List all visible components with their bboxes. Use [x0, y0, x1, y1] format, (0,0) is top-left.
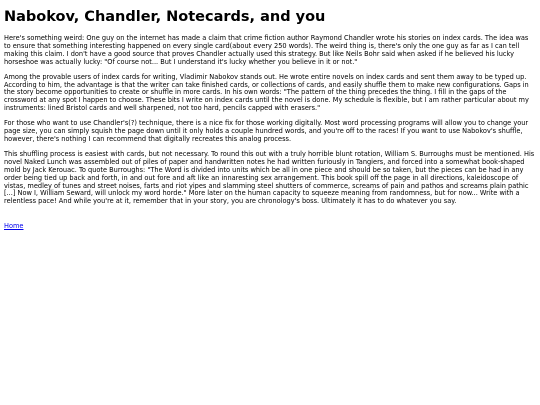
paragraph-burroughs: This shuffling process is easiest with cards, but not necessary. To round this out with a truly horrible blunt rotation, William S. Burroughs must be mentioned. His novel Naked Lunch was assembled out of piles of paper and handwritten notes he had written furiously in Tangiers, and forced into a somewhat book-shaped mold by Jack Kerouac. To quote Burroughs: "The Word is divided into units which be all in one piece and should be so taken, but the pieces can be had in any order being tied up back and forth, in and out fore and aft like an innaresting sex arrangement. This book spill off the page in all directions, kaleidoscope of vistas, medley of tunes and street noises, farts and riot yipes and slamming steel shutters of commerce, screams of pain and pathos and screams plain pathic [...] Now I, William Seward, will unlock my word horde." More later on the human capacity to squeeze meaning from randomness, but for now... Write with a relentless pace! And while you're at it, remember that in your story, you are chronology's boss. Ultimately it has to do whatever you say.: [4, 149, 535, 206]
home-link[interactable]: Home: [4, 222, 24, 231]
paragraph-nabokov: Among the provable users of index cards for writing, Vladimir Nabokov stands out. He wrote entire novels on index cards and sent them away to be typed up. According to him, the advantage is that the writer can take finished cards, or collections of cards, and easily shuffle them to make new configurations. Gaps in the story become opportunities to create or shuffle in more cards. In his own words: "The pattern of the thing precedes the thing. I fill in the gaps of the crossword at any spot I happen to choose. These bits I write on index cards until the novel is done. My schedule is flexible, but I am rather particular about my instruments: lined Bristol cards and well sharpened, not too hard, pencils capped with erasers.": [4, 72, 529, 113]
paragraph-chandler-intro: Here's something weird: One guy on the internet has made a claim that crime fiction author Raymond Chandler wrote his stories on index cards. The idea was to ensure that something interesting happened on every single card(about every 250 words). The weird thing is, there's only the one guy as far as I can tell making this claim. I don't have a good source that proves Chandler actually used this strategy. But like Neils Bohr said when asked if he believed his lucky horseshoe was actually lucky: "Of course not... But I understand it's lucky whether you believe in it or not.": [4, 34, 529, 66]
paragraph-digital-technique: For those who want to use Chandler's(?) technique, there is a nice fix for those working digitally. Most word processing programs will allow you to change your page size, you can simply squish the page down until it only holds a couple hundred words, and you're off to the races! If you want to use Nabokov's shuffle, however, there's nothing I can recommend that digitally recreates this analog process.: [4, 119, 529, 143]
page-title: Nabokov, Chandler, Notecards, and you: [4, 9, 326, 25]
